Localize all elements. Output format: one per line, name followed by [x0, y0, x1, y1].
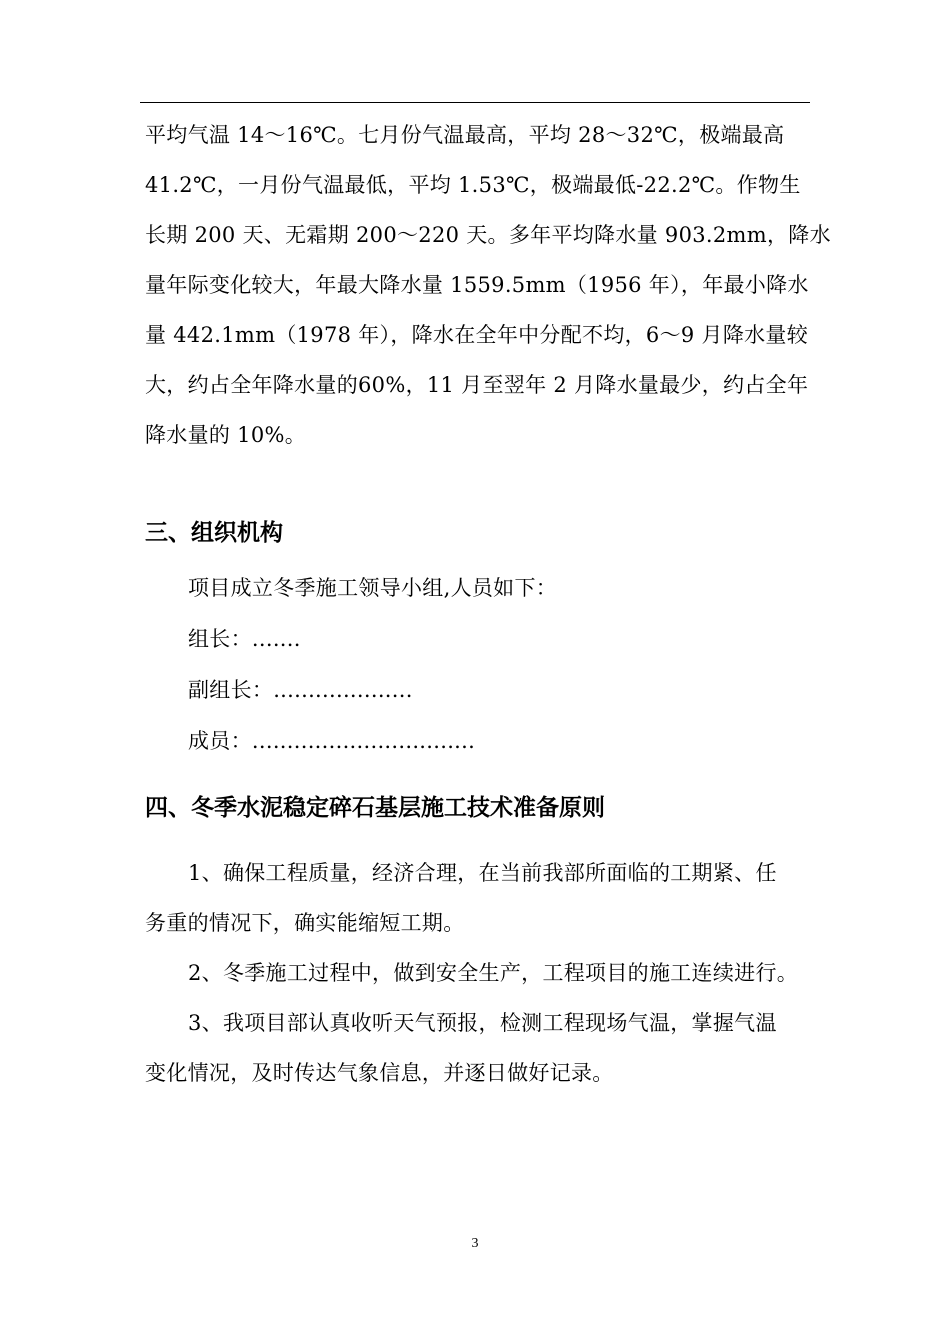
section3-heading: 三、组织机构	[145, 520, 283, 546]
team-members: 成员：................................	[188, 729, 476, 753]
climate-line: 量 442.1mm（1978 年），降水在全年中分配不均，6～9 月降水量较	[145, 323, 809, 347]
section3-intro: 项目成立冬季施工领导小组,人员如下：	[188, 576, 558, 600]
principle-1-line2: 务重的情况下，确实能缩短工期。	[145, 911, 465, 935]
principle-1-line1: 1、确保工程质量，经济合理，在当前我部所面临的工期紧、任	[188, 861, 777, 885]
climate-line: 大，约占全年降水量的60%，11 月至翌年 2 月降水量最少，约占全年	[145, 373, 809, 397]
principle-3-line1: 3、我项目部认真收听天气预报，检测工程现场气温，掌握气温	[188, 1011, 777, 1035]
page-number: 3	[471, 1236, 479, 1251]
principle-2: 2、冬季施工过程中，做到安全生产，工程项目的施工连续进行。	[188, 961, 799, 985]
climate-line: 长期 200 天、无霜期 200～220 天。多年平均降水量 903.2mm，降水	[145, 223, 831, 247]
climate-line: 41.2℃，一月份气温最低，平均 1.53℃，极端最低-22.2℃。作物生	[145, 173, 801, 197]
climate-line: 量年际变化较大，年最大降水量 1559.5mm（1956 年），年最小降水	[145, 273, 809, 297]
header-rule	[140, 102, 810, 103]
climate-line: 平均气温 14～16℃。七月份气温最高，平均 28～32℃，极端最高	[145, 123, 785, 147]
deputy-leader: 副组长：....................	[188, 678, 413, 702]
principle-3-line2: 变化情况，及时传达气象信息，并逐日做好记录。	[145, 1061, 614, 1085]
section4-heading: 四、冬季水泥稳定碎石基层施工技术准备原则	[145, 795, 605, 821]
climate-line: 降水量的 10%。	[145, 423, 307, 447]
page-content	[145, 110, 831, 1098]
team-leader: 组长：.......	[188, 627, 301, 651]
